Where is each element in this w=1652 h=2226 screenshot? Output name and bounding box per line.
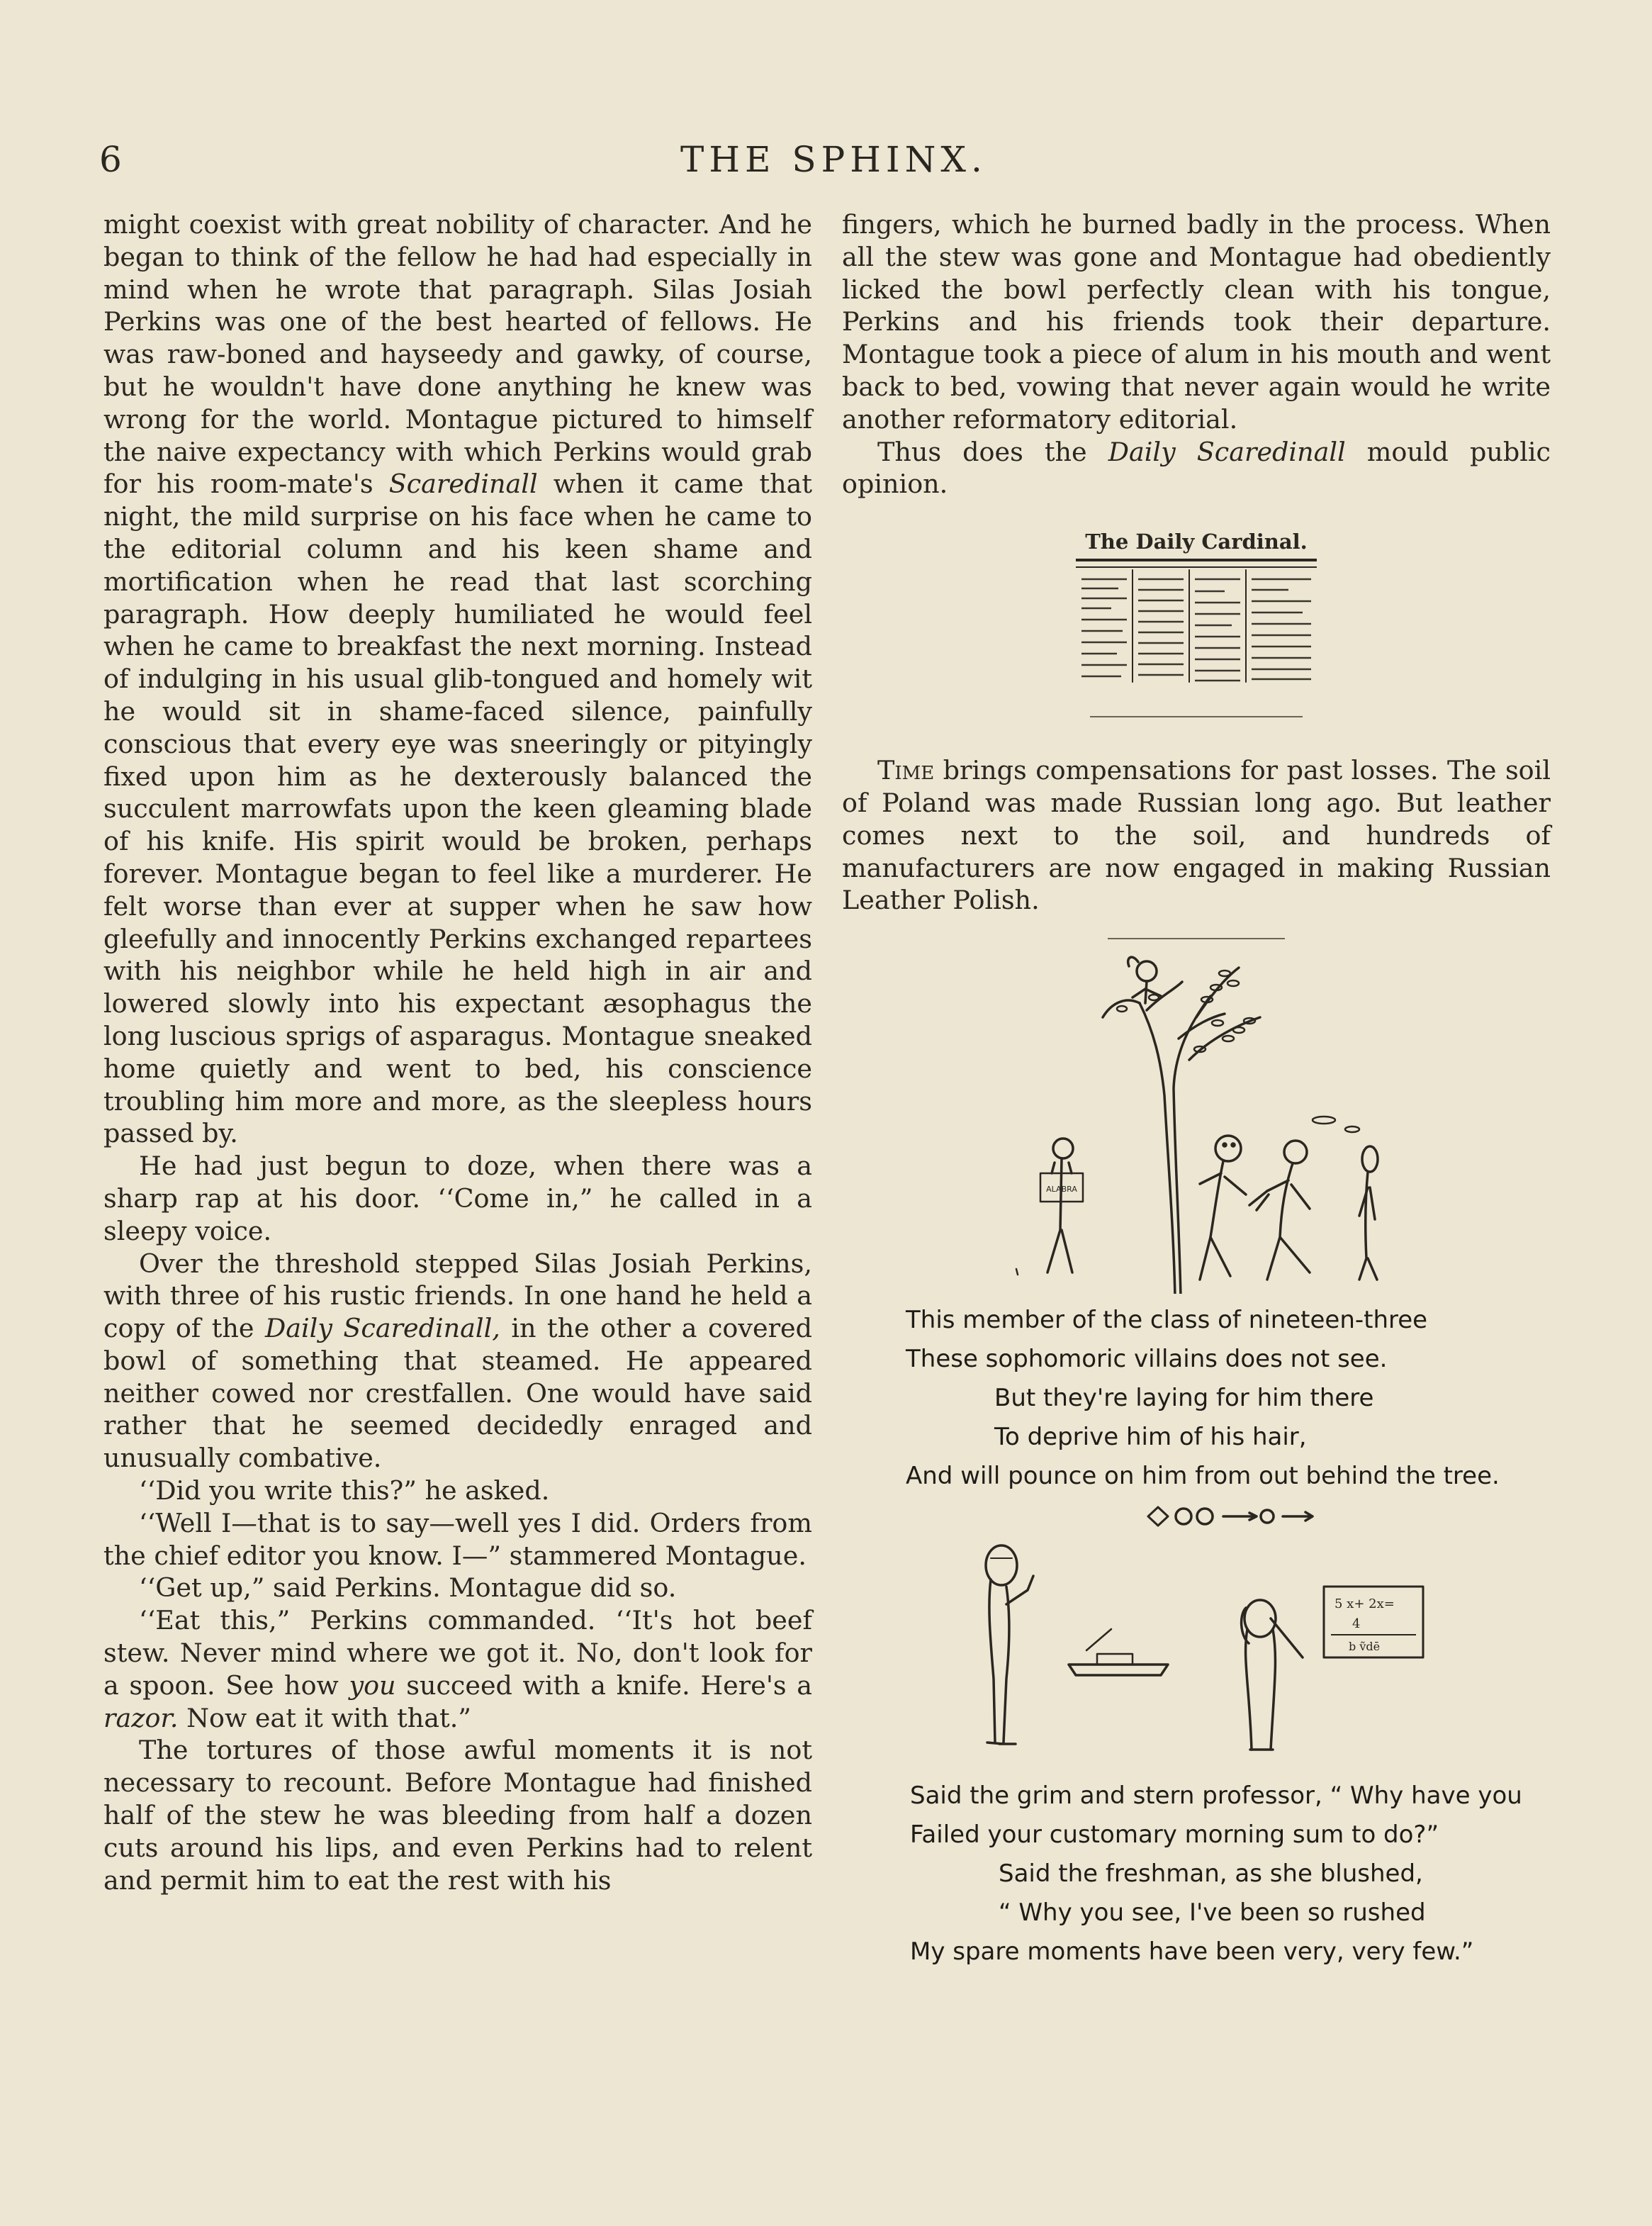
newspaper-illustration: [1076, 529, 1317, 696]
paragraph: ‘‘Get up,” said Perkins. Montague did so.: [139, 1572, 677, 1604]
paragraph: [103, 1248, 812, 1475]
svg-text:b ṽdē: b ṽdē: [1349, 1640, 1381, 1654]
thin-villain: [1359, 1146, 1378, 1280]
freshman-girl-figure: [1242, 1600, 1303, 1750]
left-column: [103, 208, 812, 1896]
svg-text:5 x+ 2x=: 5 x+ 2x=: [1334, 1596, 1395, 1612]
text-run: brings compensations for past losses. The soil of Poland was made Russian long ago. But leather comes next to the soil, and hundreds of manufacturers are now engaged in making Russian Leather Polish.: [842, 755, 1551, 916]
professor-figure: [986, 1545, 1033, 1744]
text-run: Over the threshold stepped Silas Josiah Perkins, with three of his rustic friends. In one hand he held a copy of the: [103, 1248, 812, 1344]
villain-behind-tree: [1200, 1136, 1246, 1280]
text-run: mould public opinion.: [842, 436, 1551, 500]
paragraph: [842, 754, 1551, 917]
italic-title: Daily Scaredinall,: [264, 1313, 500, 1344]
ornament-divider: [842, 1499, 1551, 1534]
text-run: Now eat it with that.”: [186, 1702, 471, 1733]
text-run: succeed with a knife. Here's a: [406, 1670, 813, 1701]
villain-with-shears: [1249, 1141, 1310, 1280]
paragraph: ‘‘Did you write this?” he asked.: [139, 1475, 550, 1506]
text-run: in the other a covered bowl of something that steamed. He appeared neither cowed nor crestfallen. One would have said rather that he seemed decidedly enraged and unusually combative.: [103, 1313, 812, 1474]
professor-cartoon-illustration: [842, 1537, 1551, 1771]
freshman-sign-label: ALABRA: [1046, 1185, 1077, 1195]
italic-title: Scaredinall: [388, 469, 538, 500]
paragraph: ‘‘Well I—that is to say—well yes I did. Orders from the chief editor you know. I—” stammered Montague.: [103, 1507, 812, 1571]
text-run: when it came that night, the mild surprise on his face when he came to the editorial column and his keen shame and mortification when he read that last scorching paragraph. How deeply humiliated he would feel when he came to breakfast the next morning. Instead of indulging in his usual glib-tongued and homely wit he would sit in shame-faced silence, painfully conscious that every eye was sneeringly or pityingly fixed upon him as he dexterously balanced the succulent marrowfats upon the keen gleaming blade of his knife. His spirit would be broken, perhaps forever. Montague began to feel like a murderer. He felt worse than ever at supper when he saw how gleefully and innocently Perkins exchanged repartees with his neighbor while he held high in air and lowered slowly into his expectant æsophagus the long luscious sprigs of asparagus. Montague sneaked home quietly and went to bed, his conscience troubling him more and more, as the sleepless hours passed by.: [103, 469, 813, 1149]
verse-line: To deprive him of his hair,: [994, 1423, 1307, 1452]
newspaper-columns-graphic: [1076, 554, 1317, 696]
italic-title: Daily Scaredinall: [1108, 436, 1346, 467]
text-run: might coexist with great nobility of character. And he began to think of the fellow he had had especially in mind when he wrote that paragraph. Silas Josiah Perkins was one of the best hearted of fellows. He was raw-boned and hayseedy and gawky, of course, but he wouldn't have done anything he knew was wrong for the world. Montague pictured to himself the naive expectancy with which Perkins would grab for his room-mate's: [103, 209, 812, 500]
italic-word: you: [349, 1670, 396, 1701]
verse-line: And will pounce on him from out behind the tree.: [906, 1462, 1500, 1491]
verse-line: Said the freshman, as she blushed,: [999, 1859, 1423, 1889]
divider: [1108, 938, 1285, 939]
svg-text:4: 4: [1352, 1616, 1361, 1632]
blackboard: [1324, 1587, 1423, 1657]
villain-in-tree: [1128, 957, 1161, 1003]
paragraph: [842, 436, 1551, 501]
tree-cartoon-illustration: [842, 946, 1551, 1294]
verse-line: My spare moments have been very, very few.”: [910, 1937, 1474, 1967]
lead-word: Time: [877, 755, 935, 786]
running-head: THE SPHINX.: [680, 139, 987, 180]
verse-one: [906, 1301, 1551, 1496]
paragraph: The tortures of those awful moments it is not necessary to recount. Before Montague had finished half of the stew he was bleeding from half a dozen cuts around his lips, and even Perkins had to relent and permit him to eat the rest with his: [103, 1735, 812, 1896]
verse-line: These sophomoric villains does not see.: [906, 1345, 1388, 1374]
paragraph: He had just begun to doze, when there was a sharp rap at his door. ‘‘Come in,” he called in a sleepy voice.: [103, 1151, 812, 1246]
paragraph: [103, 1604, 812, 1734]
divider: [1090, 716, 1303, 717]
desk-with-book: [1069, 1629, 1168, 1675]
verse-line: This member of the class of nineteen-three: [906, 1306, 1428, 1335]
paragraph: fingers, which he burned badly in the process. When all the stew was gone and Montague had obediently licked the bowl perfectly clean with his tongue, Perkins and his friends took their departure. Montague took a piece of alum in his mouth and went back to bed, vowing that never again would he write another reformatory editorial.: [842, 209, 1551, 435]
verse-line: But they're laying for him there: [994, 1384, 1374, 1413]
verse-two: [910, 1777, 1551, 1971]
paragraph: [103, 208, 812, 1150]
page-number: 6: [99, 139, 123, 180]
verse-line: “ Why you see, I've been so rushed: [999, 1898, 1426, 1928]
right-column: [842, 208, 1551, 1971]
newspaper-masthead: The Daily Cardinal.: [1085, 530, 1308, 554]
verse-line: Said the grim and stern professor, “ Why have you: [910, 1782, 1522, 1811]
italic-word: razor.: [103, 1702, 179, 1733]
verse-line: Failed your customary morning sum to do?”: [910, 1820, 1439, 1850]
text-run: Thus does the: [877, 436, 1087, 467]
text-run: ‘‘Eat this,” Perkins commanded. ‘‘It's hot beef stew. Never mind where we got it. No, don't look for a spoon. See how: [103, 1605, 812, 1701]
freshman-with-sign: [1016, 1139, 1083, 1275]
